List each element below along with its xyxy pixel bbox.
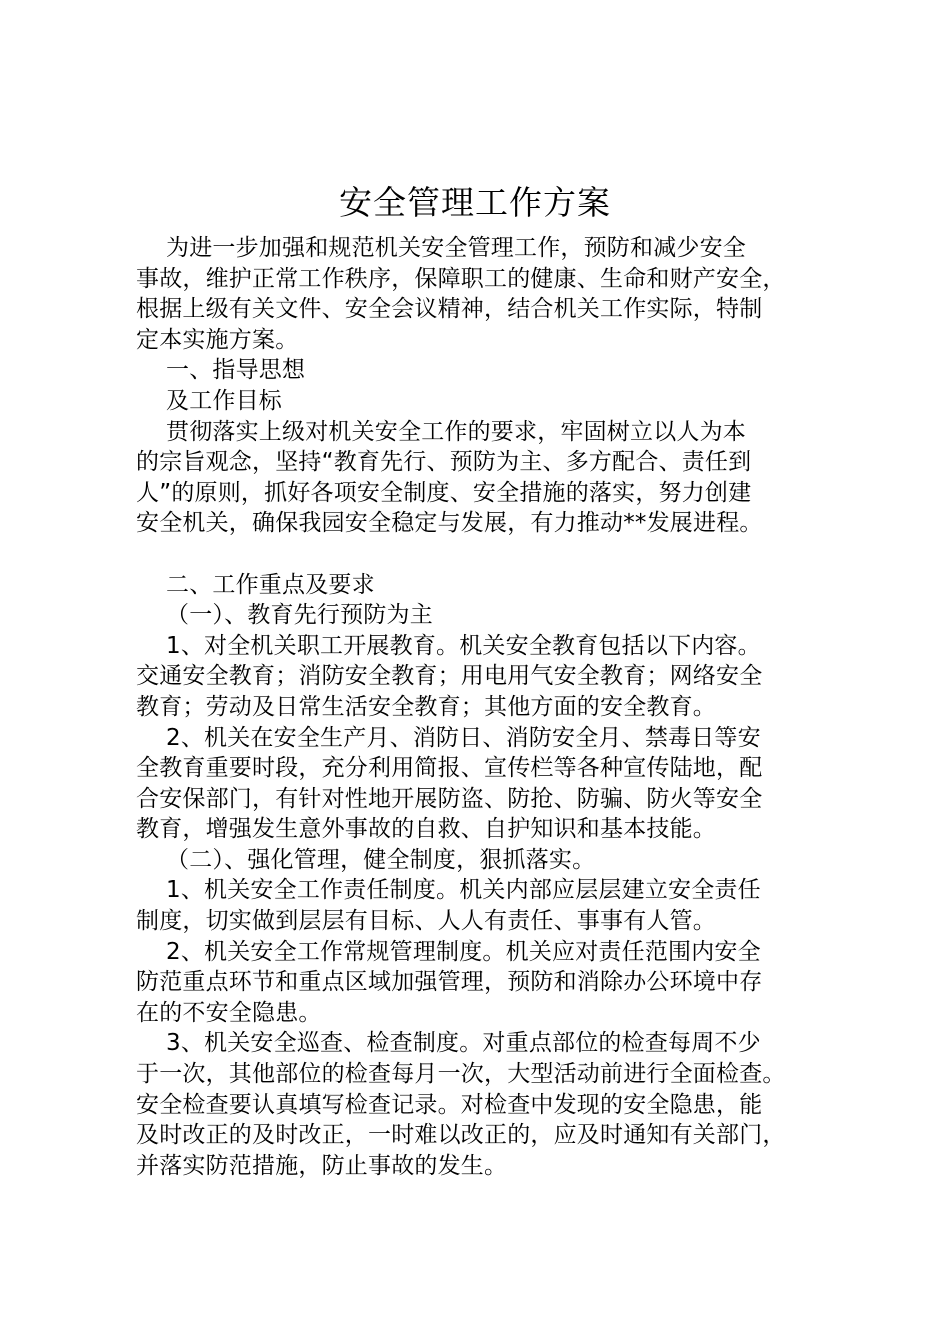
document-body <box>136 233 856 1181</box>
paragraph-line: 并落实防范措施，防止事故的发生。 <box>136 1152 508 1179</box>
paragraph-line: 交通安全教育；消防安全教育；用电用气安全教育；网络安全 <box>136 663 763 690</box>
paragraph-line: 全教育重要时段，充分利用简报、宣传栏等各种宣传陆地，配 <box>136 755 763 782</box>
paragraph-line: 事故，维护正常工作秩序，保障职工的健康、生命和财产安全， <box>136 265 786 292</box>
paragraph-line: 教育，增强发生意外事故的自救、自护知识和基本技能。 <box>136 816 716 843</box>
paragraph-line: 为进一步加强和规范机关安全管理工作，预防和减少安全 <box>166 235 746 261</box>
paragraph-line: 定本实施方案。 <box>136 326 299 353</box>
paragraph-line: 防范重点环节和重点区域加强管理，预防和消除办公环境中存 <box>136 969 763 996</box>
paragraph-line: 的宗旨观念，坚持“教育先行、预防为主、多方配合、责任到 <box>136 449 752 476</box>
document-title: 安全管理工作方案 <box>339 183 611 222</box>
paragraph-line: 于一次，其他部位的检查每月一次，大型活动前进行全面检查。 <box>136 1061 786 1088</box>
paragraph-line: 2、机关在安全生产月、消防日、消防安全月、禁毒日等安 <box>166 724 761 751</box>
section-heading: 二、工作重点及要求 <box>166 571 375 598</box>
paragraph-line: 1、机关安全工作责任制度。机关内部应层层建立安全责任 <box>166 877 761 904</box>
paragraph-line: 教育；劳动及日常生活安全教育；其他方面的安全教育。 <box>136 693 716 720</box>
section-heading: 一、指导思想 <box>166 357 306 384</box>
paragraph-line: 安全机关，确保我园安全稳定与发展，有力推动**发展进程。 <box>136 510 763 537</box>
paragraph-line: 及时改正的及时改正，一时难以改正的，应及时通知有关部门， <box>136 1122 786 1149</box>
paragraph-line: 2、机关安全工作常规管理制度。机关应对责任范围内安全 <box>166 938 761 965</box>
paragraph-line: 在的不安全隐患。 <box>136 999 322 1026</box>
paragraph-line: 制度，切实做到层层有目标、人人有责任、事事有人管。 <box>136 908 716 935</box>
paragraph-line: 人”的原则，抓好各项安全制度、安全措施的落实，努力创建 <box>136 479 752 506</box>
section-heading: 及工作目标 <box>166 387 282 414</box>
blank-line <box>136 539 856 570</box>
paragraph-line: 3、机关安全巡查、检查制度。对重点部位的检查每周不少 <box>166 1030 761 1057</box>
paragraph-line: 1、对全机关职工开展教育。机关安全教育包括以下内容。 <box>166 632 761 659</box>
paragraph-line: 贯彻落实上级对机关安全工作的要求，牢固树立以人为本 <box>166 418 746 445</box>
paragraph-line: 安全检查要认真填写检查记录。对检查中发现的安全隐患，能 <box>136 1091 763 1118</box>
paragraph-line: 根据上级有关文件、安全会议精神，结合机关工作实际，特制 <box>136 296 763 323</box>
subsection-heading: （一）、教育先行预防为主 <box>166 602 433 629</box>
subsection-heading: （二）、强化管理，健全制度，狠抓落实。 <box>166 846 596 873</box>
paragraph-line: 合安保部门，有针对性地开展防盗、防抢、防骗、防火等安全 <box>136 785 763 812</box>
